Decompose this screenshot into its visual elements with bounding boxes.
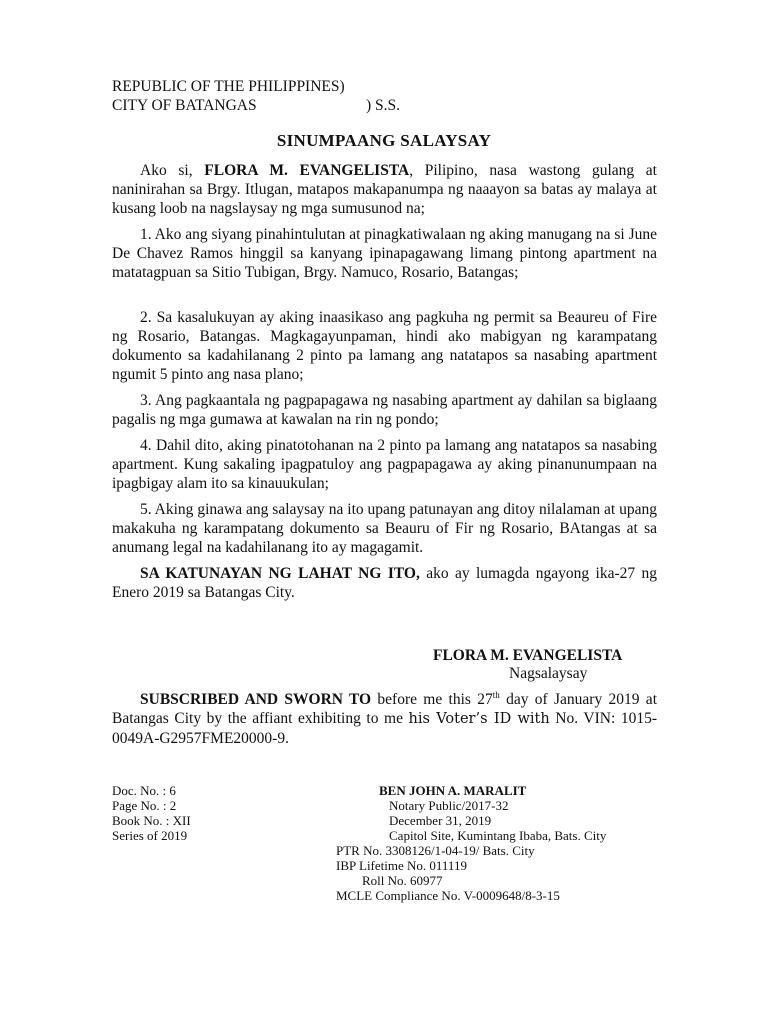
caption-ss: ) S.S. (366, 97, 401, 114)
statement-item-4: 4. Dahil dito, aking pinatotohanan na 2 pinto pa lamang ang natatapos sa nasabing apartment. Kung sakaling ipagpatuloy ang pagpapagawa ay aking pinanunumpaan na ipagbigay alam ito sa kinauukulan; (112, 437, 657, 492)
notary-roll: Roll No. 60977 (362, 873, 443, 888)
registry-series: Series of 2019 (112, 828, 188, 843)
attestation-bold: SA KATUNAYAN NG LAHAT NG ITO, (140, 565, 420, 582)
intro-lead: Ako si, (140, 162, 205, 179)
jurat-superscript: th (492, 690, 500, 700)
notary-commission: Notary Public/2017-32 (389, 798, 509, 813)
caption-city: CITY OF BATANGAS (112, 97, 257, 114)
affiant-signature-name: FLORA M. EVANGELISTA (433, 647, 623, 664)
affiant-signature-role: Nagsalaysay (509, 665, 588, 682)
jurat-part3: No. VIN: 1015-0049A-G2957FME20000-9. (112, 710, 657, 747)
attestation-rest: ako ay lumagda ngayong ika-27 ng Enero 2019 sa Batangas City. (112, 565, 657, 601)
jurat-paragraph (112, 690, 657, 748)
notary-ptr: PTR No. 3308126/1-04-19/ Bats. City (336, 843, 535, 858)
jurat-part2: day of January 2019 at Batangas City by the affiant exhibiting to me (112, 691, 657, 727)
jurat-bold: SUBSCRIBED AND SWORN TO (140, 691, 372, 708)
intro-paragraph (112, 161, 657, 218)
jurat-part1: before me this 27 (371, 691, 493, 708)
affiant-name-inline: FLORA M. EVANGELISTA (204, 162, 410, 179)
jurat-id-phrase: his Voter’s ID with (408, 711, 550, 727)
document-title: SINUMPAANG SALAYSAY (276, 131, 492, 150)
notary-mcle: MCLE Compliance No. V-0009648/8-3-15 (336, 888, 560, 903)
registry-doc-no: Doc. No. : 6 (112, 783, 176, 798)
registry-book-no: Book No. : XII (112, 813, 191, 828)
notary-address: Capitol Site, Kumintang Ibaba, Bats. City (389, 828, 607, 843)
statement-item-3: 3. Ang pagkaantala ng pagpapagawa ng nasabing apartment ay dahilan sa biglaang pagalis ng mga gumawa at kawalan na rin ng pondo; (112, 392, 657, 428)
statement-item-1: 1. Ako ang siyang pinahintulutan at pinagkatiwalaan ng aking manugang na si June De Chavez Ramos hinggil sa kanyang ipinapagawang limang pintong apartment na matatagpuan sa Sitio Tubigan, Brgy. Namuco, Rosario, Batangas; (112, 226, 657, 281)
notary-until: December 31, 2019 (389, 813, 492, 828)
notary-ibp: IBP Lifetime No. 011119 (336, 858, 467, 873)
intro-rest: , Pilipino, nasa wastong gulang at naninirahan sa Brgy. Itlugan, matapos makapanumpa ng naaayon sa batas ay malaya at kusang loob na nagslaysay ng mga sumusunod na; (112, 162, 657, 217)
notary-name: BEN JOHN A. MARALIT (379, 783, 527, 798)
statement-item-2: 2. Sa kasalukuyan ay aking inaasikaso ang pagkuha ng permit sa Beaureu of Fire ng Rosario, Batangas. Magkagayunpaman, hindi ako mabigyan ng karampatang dokumento sa kadahilanang 2 pinto pa lamang ang natatapos sa nasabing apartment ngumit 5 pinto ang nasa plano; (112, 309, 657, 383)
registry-page-no: Page No. : 2 (112, 798, 177, 813)
statement-item-5: 5. Aking ginawa ang salaysay na ito upang patunayan ang ditoy nilalaman at upang makakuha ng karampatang dokumento sa Beauru of Fir ng Rosario, BAtangas at sa anumang legal na kadahilanang ito ay magagamit. (112, 501, 657, 556)
caption-republic: REPUBLIC OF THE PHILIPPINES) (112, 78, 345, 95)
attestation-paragraph (112, 564, 657, 602)
